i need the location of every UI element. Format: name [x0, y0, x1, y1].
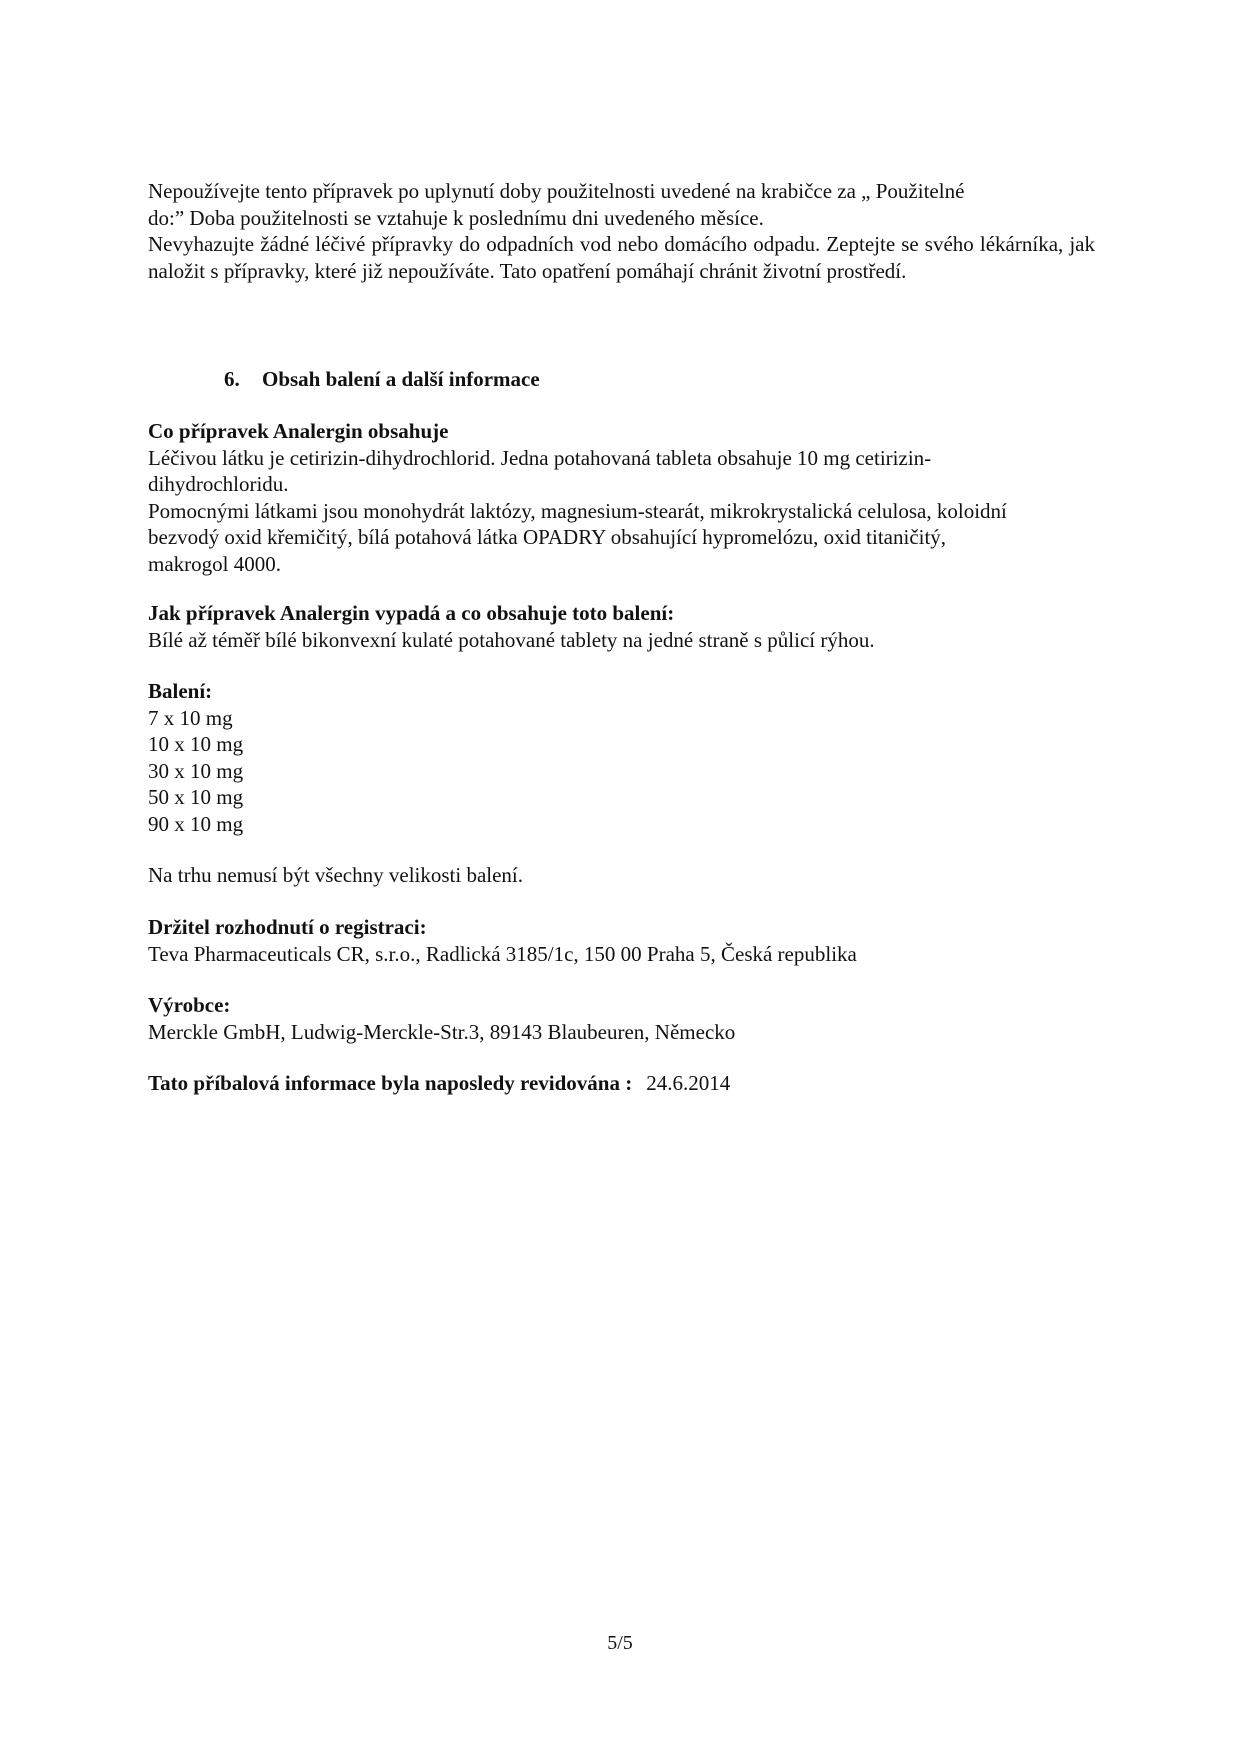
section-heading [224, 366, 540, 392]
manufacturer-text: Merckle GmbH, Ludwig-Merckle-Str.3, 89143 Blaubeuren, Německo [148, 1019, 736, 1044]
revision-label: Tato příbalová informace byla naposledy revidována : [148, 1071, 633, 1095]
contents-heading: Co přípravek Analergin obsahuje [148, 419, 449, 443]
pack-size: 7 x 10 mg [148, 705, 233, 730]
excipients-line-3: makrogol 4000. [148, 551, 281, 576]
packaging-block [148, 678, 1095, 837]
manufacturer-block [148, 992, 1095, 1045]
packaging-note-text: Na trhu nemusí být všechny velikosti balení. [148, 863, 524, 887]
excipients-line-2: bezvodý oxid křemičitý, bílá potahová látka OPADRY obsahující hypromelózu, oxid titaničitý, [148, 525, 947, 549]
disposal-text: Nevyhazujte žádné léčivé přípravky do odpadních vod nebo domácího odpadu. Zeptejte se svého lékárníka, jak naložit s přípravky, které již nepoužíváte. Tato opatření pomáhají chránit životní prostředí. [148, 232, 1095, 283]
holder-text: Teva Pharmaceuticals CR, s.r.o., Radlická 3185/1c, 150 00 Praha 5, Česká republika [148, 941, 857, 966]
appearance-text: Bílé až téměř bílé bikonvexní kulaté potahované tablety na jedné straně s půlicí rýhou. [148, 627, 875, 652]
page-number: 5/5 [607, 1632, 633, 1654]
pack-size: 90 x 10 mg [148, 811, 244, 836]
manufacturer-heading: Výrobce: [148, 993, 231, 1017]
appearance-heading: Jak přípravek Analergin vypadá a co obsahuje toto balení: [148, 601, 675, 625]
expiry-line-1: Nepoužívejte tento přípravek po uplynutí doby použitelnosti uvedené na krabičce za „ Použitelné [148, 179, 965, 203]
holder-block [148, 914, 1095, 967]
packaging-note [148, 862, 1095, 889]
pack-size: 30 x 10 mg [148, 758, 244, 783]
holder-heading: Držitel rozhodnutí o registraci: [148, 915, 427, 939]
contents-block [148, 418, 1095, 577]
appearance-block [148, 600, 1095, 653]
revision-date: 24.6.2014 [646, 1071, 731, 1095]
active-substance-line-2: dihydrochloridu. [148, 472, 289, 496]
expiry-line-2: do:” Doba použitelnosti se vztahuje k poslednímu dni uvedeného měsíce. [148, 205, 764, 230]
excipients-line-1: Pomocnými látkami jsou monohydrát laktózy, magnesium-stearát, mikrokrystalická celulosa, koloidní [148, 498, 1007, 523]
storage-paragraph [148, 178, 1095, 284]
revision-block [148, 1070, 1095, 1097]
section-title: Obsah balení a další informace [262, 367, 540, 391]
pack-size: 10 x 10 mg [148, 732, 244, 756]
packaging-heading: Balení: [148, 679, 213, 703]
section-number: 6. [224, 367, 240, 391]
pack-size: 50 x 10 mg [148, 785, 244, 809]
active-substance-line-1: Léčivou látku je cetirizin-dihydrochlorid. Jedna potahovaná tableta obsahuje 10 mg cetirizin- [148, 445, 932, 470]
